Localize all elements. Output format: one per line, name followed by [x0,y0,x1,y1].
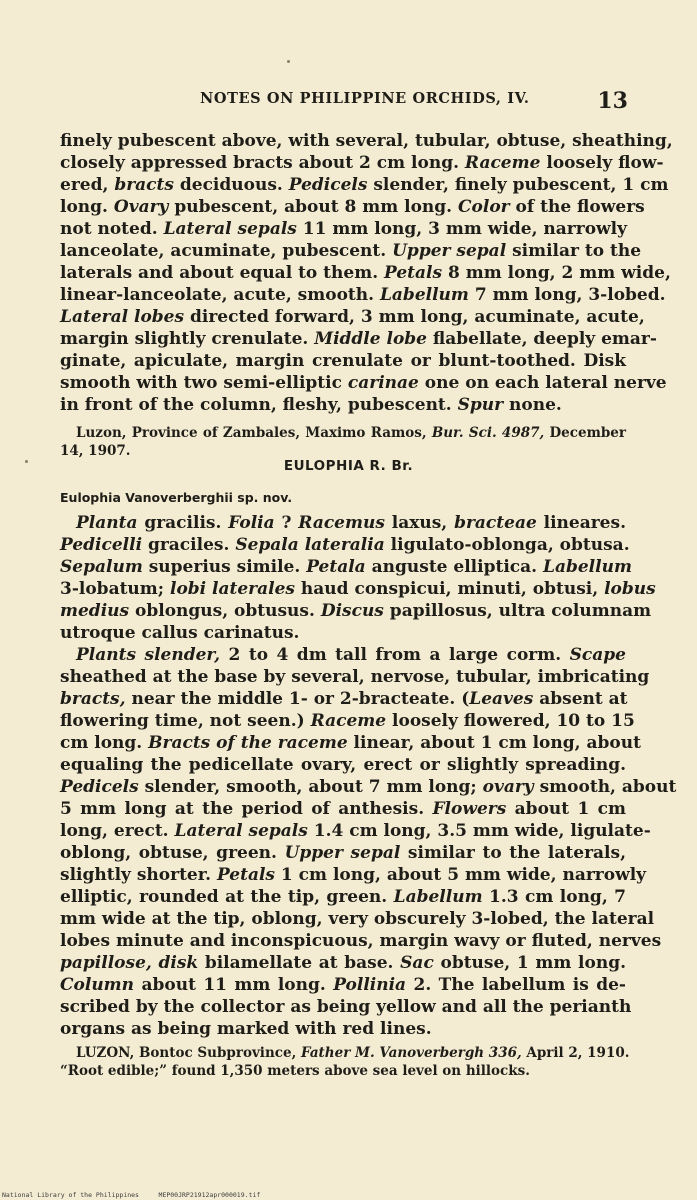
italic-term: Ovary [113,197,169,217]
italic-term: Scape [569,645,626,665]
italic-term: Raceme [464,153,541,173]
italic-term: Bracts of the raceme [148,733,348,753]
text-run: loosely flow- [540,153,664,173]
text-run: pubescent, about 8 mm long. [168,197,458,217]
text-run: papillosus, ultra columnam [383,601,652,621]
text-run: similar to the [506,241,642,261]
italic-term: Petala [306,557,366,577]
text-run: linear-lanceolate, acute, smooth. [60,285,380,305]
text-run: smooth with two semi-elliptic [60,373,348,393]
text-run: December [544,425,627,441]
text-line [60,578,656,600]
text-line [60,820,651,842]
text-line: finely pubescent above, with several, tubular, obtuse, sheathing, [60,131,673,151]
text-line [60,732,641,754]
italic-term: Discus [320,601,384,621]
text-run: obtuse, 1 mm long. [433,953,626,973]
latin-diagnosis [60,512,656,644]
specimen-citation-2 [60,1044,630,1080]
text-line [60,776,677,798]
text-run: ligulato-oblonga, obtusa. [384,535,630,555]
text-line [60,394,626,416]
italic-term: Folia [228,513,275,533]
text-line: equaling the pedicellate ovary, erect or slightly spreading. [60,755,626,775]
italic-term: Middle lobe [314,329,427,349]
text-line [60,424,626,442]
text-line [60,534,630,556]
text-line [60,974,626,996]
text-run: oblong, obtuse, green. [60,843,285,863]
text-run: loosely flowered, 10 to 15 [386,711,635,731]
text-line [60,644,626,666]
text-run: of the flowers [509,197,645,217]
text-run: deciduous. [173,175,289,195]
text-run: 5 mm long at the period of anthesis. [60,799,433,819]
text-run: 1.4 cm long, 3.5 mm wide, ligulate- [307,821,651,841]
text-line [60,1044,630,1062]
text-run: not noted. [60,219,164,239]
text-run: about 11 mm long. [134,975,334,995]
text-run: LUZON, Bontoc Subprovince, [76,1045,301,1061]
italic-term: Column [60,975,135,995]
italic-term: Labellum [543,557,632,577]
italic-term: Sepalum [60,557,143,577]
text-run: 8 mm long, 2 mm wide, [442,263,671,283]
italic-term: Petals [384,263,443,283]
text-run: long, erect. [60,821,175,841]
text-line [60,372,667,394]
text-line: ginate, apiculate, margin crenulate or blunt-toothed. Disk [60,351,626,371]
italic-term: Labellum [379,285,469,305]
italic-term: Leaves [469,689,534,709]
italic-term: Planta [76,513,138,533]
text-run: absent at [533,689,628,709]
text-run: linear, about 1 cm long, about [347,733,641,753]
text-run: elliptic, rounded at the tip, green. [60,887,394,907]
specimen-citation-1 [60,424,626,460]
italic-term: Color [458,197,510,217]
italic-term: Lateral lobes [60,307,185,327]
italic-term: Pedicelli [60,535,143,555]
text-line [60,842,626,864]
text-run: April 2, 1910. [521,1045,630,1061]
text-line: lobes minute and inconspicuous, margin wavy or fluted, nerves [60,931,662,951]
italic-term: Pedicels [60,777,139,797]
text-run: directed forward, 3 mm long, acuminate, acute, [184,307,645,327]
text-run: 3-lobatum; [60,579,170,599]
italic-term: medius [60,601,130,621]
text-run: margin slightly crenulate. [60,329,315,349]
text-line [60,306,645,328]
text-run: Luzon, Province of Zambales, Maximo Ramos, [76,425,432,441]
text-run: about 1 cm [506,799,626,819]
text-line [60,952,626,974]
text-run: flabellate, deeply emar- [427,329,657,349]
text-run: 2. The labellum is de- [406,975,626,995]
text-run: laxus, [384,513,455,533]
text-line [60,196,645,218]
text-line: mm wide at the tip, oblong, very obscurely 3-lobed, the lateral [60,909,655,929]
text-run: one on each lateral nerve [418,373,667,393]
text-run: slender, finely pubescent, 1 cm [367,175,669,195]
text-run: graciles. [142,535,236,555]
text-run: none. [503,395,562,415]
text-line: scribed by the collector as being yellow and all the perianth [60,997,632,1017]
text-line [60,798,626,820]
text-line: “Root edible;” found 1,350 meters above sea level on hillocks. [60,1063,530,1079]
italic-term: Pedicels [288,175,368,195]
italic-term: Pollinia [333,975,407,995]
text-line [60,240,642,262]
text-run: flowering time, not seen.) [60,711,311,731]
text-run: gracilis. [137,513,229,533]
italic-term: lobus [604,579,656,599]
text-line [60,174,669,196]
italic-term: Spur [457,395,504,415]
description-paragraph-1 [60,130,673,416]
text-run: near the middle 1- or 2-bracteate. ( [125,689,470,709]
italic-term: Sac [400,953,434,973]
scan-footer-label: National Library of the Philippines MEP00JRP21912apr000019.tif [2,1191,261,1199]
text-run: lanceolate, acuminate, pubescent. [60,241,393,261]
text-line [60,710,635,732]
description-paragraph-2 [60,644,677,1040]
text-run: ered, [60,175,115,195]
italic-term: carinae [347,373,419,393]
text-run: smooth, about [533,777,677,797]
text-run: bilamellate at base. [198,953,401,973]
text-line [60,886,626,908]
italic-term: papillose, disk [60,953,199,973]
text-run: cm long. [60,733,149,753]
italic-term: Labellum [393,887,483,907]
text-run: haud conspicui, minuti, obtusi, [295,579,605,599]
text-line [60,864,647,886]
text-line [60,688,626,710]
text-run: in front of the column, fleshy, pubescent. [60,395,458,415]
species-heading: Eulophia Vanoverberghii sp. nov. [60,490,293,505]
text-run: 11 mm long, 3 mm wide, narrowly [296,219,628,239]
text-run: ? [274,513,299,533]
genus-heading: EULOPHIA R. Br. [283,458,414,474]
text-run: oblongus, obtusus. [129,601,321,621]
text-line [60,600,652,622]
italic-term: Lateral sepals [163,219,297,239]
text-run: similar to the laterals, [400,843,626,863]
text-line [60,152,664,174]
page-number: 13 [597,88,628,114]
italic-term: Raceme [310,711,387,731]
text-run: 1.3 cm long, 7 [482,887,626,907]
text-line [60,218,626,240]
italic-term: Racemus [298,513,385,533]
text-run: superius simile. [142,557,307,577]
text-line: utroque callus carinatus. [60,623,300,643]
text-line: 14, 1907. [60,443,131,459]
text-line [60,556,632,578]
text-run: lineares. [536,513,626,533]
italic-term: Flowers [432,799,507,819]
speck-mark [287,60,290,63]
text-run: slender, smooth, about 7 mm long; [138,777,483,797]
text-line [60,328,657,350]
italic-term: Plants slender, [76,645,221,665]
italic-term: Petals [216,865,276,885]
italic-term: bracteae [454,513,537,533]
text-line [60,284,666,306]
italic-term: Upper sepal [392,241,507,261]
text-run: closely appressed bracts about 2 cm long. [60,153,465,173]
italic-term: Father M. Vanoverbergh 336, [300,1045,522,1061]
text-run: 7 mm long, 3-lobed. [468,285,666,305]
text-run: slightly shorter. [60,865,217,885]
italic-term: Sepala lateralia [235,535,385,555]
italic-term: Bur. Sci. 4987, [431,425,545,441]
text-line [60,262,671,284]
page-header [60,88,628,116]
text-run: 1 cm long, about 5 mm wide, narrowly [275,865,647,885]
text-run: anguste elliptica. [365,557,543,577]
running-title: NOTES ON PHILIPPINE ORCHIDS, IV. [200,90,530,107]
italic-term: lobi laterales [169,579,296,599]
italic-term: bracts, [60,689,126,709]
text-run: long. [60,197,114,217]
italic-term: Upper sepal [284,843,401,863]
italic-term: bracts [114,175,174,195]
text-run: laterals and about equal to them. [60,263,385,283]
italic-term: ovary [482,777,534,797]
text-run: 2 to 4 dm tall from a large corm. [220,645,570,665]
text-line: organs as being marked with red lines. [60,1019,432,1039]
text-line: sheathed at the base by several, nervose, tubular, imbricating [60,667,650,687]
italic-term: Lateral sepals [174,821,308,841]
text-line [60,512,626,534]
